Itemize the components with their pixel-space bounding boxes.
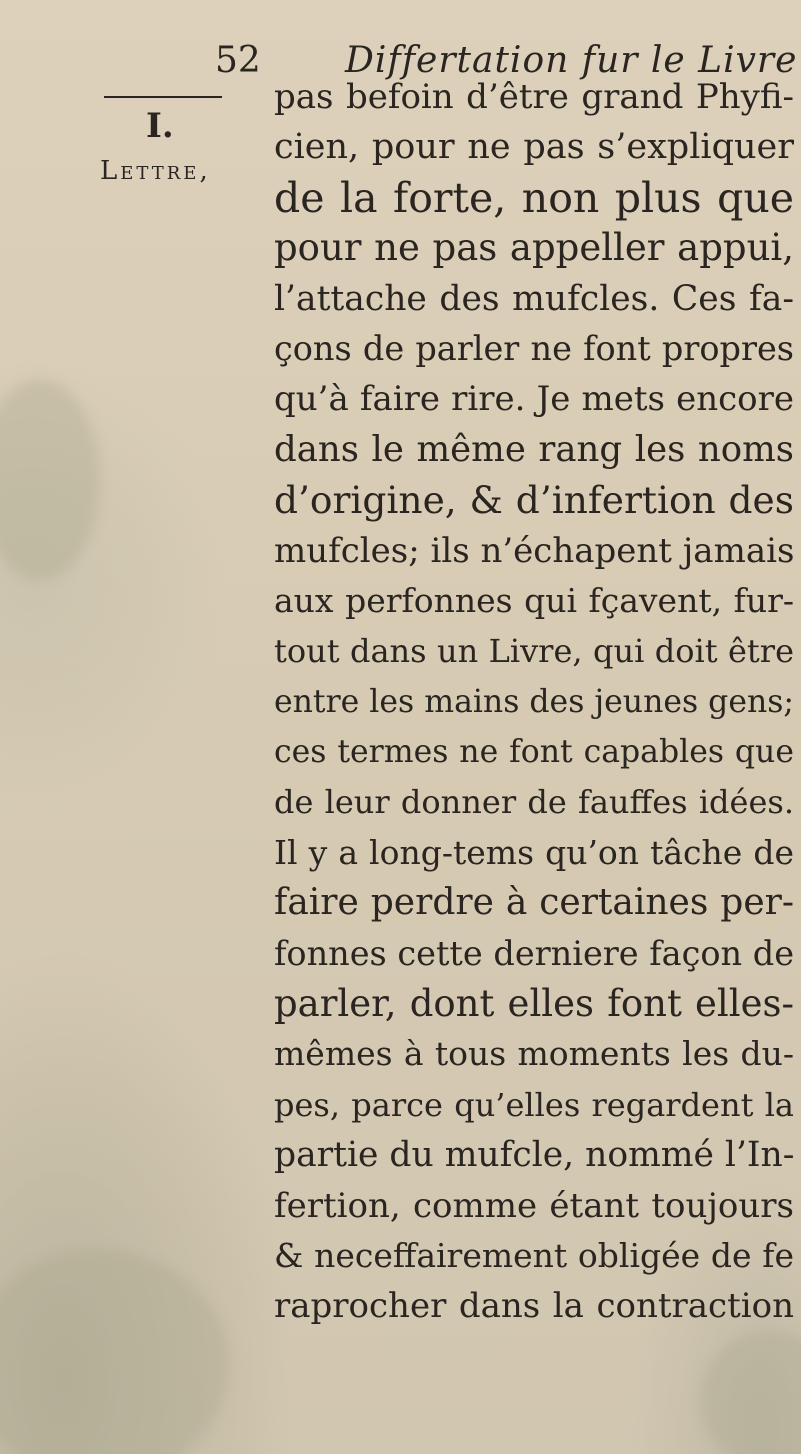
text-line: faire perdre à certaines per- (274, 882, 794, 924)
text-line: partie du mufcle, nommé l’In- (274, 1135, 795, 1176)
text-line: ces termes ne font capables que (274, 734, 794, 771)
page-number: 52 (215, 40, 261, 81)
text-line: de leur donner de fauffes idées. (274, 783, 794, 822)
text-line: de la forte, non plus que (274, 173, 794, 222)
text-line: cien, pour ne pas s’expliquer (274, 127, 794, 168)
text-line: l’attache des mufcles. Ces fa- (274, 278, 794, 319)
header-rule (104, 96, 222, 98)
text-line: pour ne pas appeller appui, (274, 226, 794, 270)
text-line: qu’à faire rire. Je mets encore (274, 379, 794, 420)
running-title: Differtation fur le Livre (345, 40, 798, 81)
text-line: mufcles; ils n’échapent jamais (274, 530, 795, 571)
text-line: mêmes à tous moments les du- (274, 1034, 794, 1074)
text-line: aux perfonnes qui fçavent, fur- (274, 580, 794, 620)
text-line: entre les mains des jeunes gens; (274, 683, 795, 720)
text-line: raprocher dans la contraction (274, 1286, 794, 1327)
text-line: fertion, comme étant toujours (274, 1185, 794, 1226)
body-text (274, 72, 794, 1332)
section-numeral: I. (146, 106, 174, 146)
section-title: Lettre, (100, 156, 211, 186)
text-line: çons de parler ne font propres (274, 328, 794, 368)
text-line: pes, parce qu’elles regardent la (274, 1085, 794, 1124)
paper-stain (0, 1250, 230, 1454)
paper-stain (700, 1330, 801, 1454)
text-line: & neceffairement obligée de fe (274, 1235, 794, 1275)
text-line: tout dans un Livre, qui doit être (274, 632, 794, 671)
text-line: Il y a long-tems qu’on tâche de (274, 832, 794, 872)
paper-stain (0, 380, 100, 580)
text-line: fonnes cette derniere façon de (274, 933, 795, 973)
text-line: d’origine, & d’infertion des (274, 478, 794, 523)
text-line: parler, dont elles font elles- (274, 982, 794, 1026)
text-line: pas befoin d’être grand Phyfi- (274, 77, 794, 117)
text-line: dans le même rang les noms (274, 428, 794, 470)
